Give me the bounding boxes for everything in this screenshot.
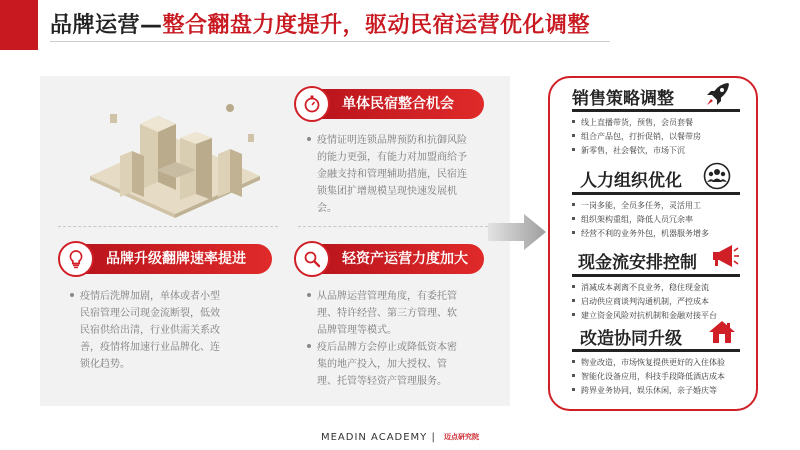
hr-list <box>572 199 709 241</box>
footer-logo: 迈点研究院 <box>444 433 480 441</box>
cash-item-2: 启动供应商谈判沟通机制，严控成本 <box>581 297 709 306</box>
renovation-list <box>572 356 725 398</box>
sales-list <box>572 116 701 158</box>
hr-item-1: 一岗多能，全员多任务，灵活用工 <box>581 201 701 210</box>
asset-light-line-6: 理、托管等轻资产管理服务。 <box>317 376 447 387</box>
lightbulb-icon <box>58 241 94 277</box>
hr-item-2: 组织架构重组，降低人员冗余率 <box>581 215 693 224</box>
page-title-accent: 整合翻盘力度提升，驱动民宿运营优化调整 <box>162 13 591 38</box>
asset-light-title: 轻资产运营力度加大 <box>342 251 468 267</box>
renovation-item-2: 智能化设备应用，科技手段降低酒店成本 <box>581 372 725 381</box>
brand-upgrade-line-5: 锁化趋势。 <box>80 359 130 370</box>
renovation-item-3: 跨界业务协同，娱乐休闲，亲子婚庆等 <box>581 386 717 395</box>
house-icon <box>708 319 736 345</box>
sales-underline <box>572 109 740 112</box>
asset-light-line-1: 从品牌运营管理角度，有委托管 <box>317 291 457 302</box>
renovation-item-1: 物业改造，市场恢复提供更好的入住体验 <box>581 358 725 367</box>
magnifier-icon <box>294 241 330 277</box>
integration-body <box>307 132 497 217</box>
cash-item-1: 消减成本剥离不良业务，稳住现金流 <box>581 283 709 292</box>
sales-item-1: 线上直播带货，预售，会员套餐 <box>581 118 693 127</box>
header-accent-block <box>0 0 38 50</box>
brand-upgrade-title: 品牌升级翻牌速率提进 <box>106 251 246 267</box>
renovation-title: 改造协同升级 <box>580 329 682 349</box>
divider-right <box>298 226 498 227</box>
asset-light-line-5: 集的地产投入，加大授权、管 <box>317 359 447 370</box>
cash-title: 现金流安排控制 <box>578 253 697 273</box>
brand-upgrade-body <box>70 288 270 373</box>
cash-list <box>572 281 717 323</box>
megaphone-icon <box>710 242 740 270</box>
brand-upgrade-line-3: 民宿供给出清，行业供需关系改 <box>80 325 220 336</box>
brand-upgrade-title-pill <box>62 244 272 274</box>
hr-underline <box>572 192 740 195</box>
header-divider <box>50 41 610 42</box>
footer-text: MEADIN ACADEMY | <box>320 432 436 443</box>
asset-light-title-pill <box>298 244 484 274</box>
actions-panel <box>548 76 758 411</box>
hr-item-3: 经营不利的业务外包，机器服务增多 <box>581 229 709 238</box>
sales-item-2: 组合产品包，打折促销，以餐带房 <box>581 132 701 141</box>
brand-upgrade-line-4: 善，疫情将加速行业品牌化、连 <box>80 342 220 353</box>
renovation-underline <box>572 349 740 352</box>
asset-light-line-4: 疫后品牌方会停止或降低资本密 <box>317 342 457 353</box>
brand-upgrade-line-2: 民宿管理公司现金流断裂，低效 <box>80 308 220 319</box>
integration-line-4: 锁集团扩增规模呈现快速发展机 <box>317 186 457 197</box>
stopwatch-icon <box>294 86 330 122</box>
integration-line-3: 金融支持和管理辅助措施，民宿连 <box>317 169 467 180</box>
integration-title-pill <box>298 89 484 119</box>
asset-light-line-3: 品牌管理等模式。 <box>317 325 397 336</box>
city-illustration <box>80 94 270 219</box>
strategy-panel <box>40 76 510 406</box>
page-title-main: 品牌运营— <box>50 13 163 38</box>
asset-light-body <box>307 288 507 390</box>
sales-item-3: 新零售，社会餐饮，市场下沉 <box>581 146 685 155</box>
rocket-icon <box>704 80 732 108</box>
asset-light-line-2: 理、特许经营、第三方管理、软 <box>317 308 457 319</box>
integration-line-5: 会。 <box>317 203 337 214</box>
brand-upgrade-line-1: 疫情后洗牌加剧，单体或者小型 <box>80 291 220 302</box>
footer <box>0 432 800 443</box>
sales-title: 销售策略调整 <box>572 89 674 109</box>
arrow-right-icon <box>488 214 546 250</box>
people-icon <box>702 162 732 190</box>
hr-title: 人力组织优化 <box>580 171 682 191</box>
integration-title: 单体民宿整合机会 <box>342 96 454 112</box>
integration-line-2: 的能力更强，有能力对加盟商给予 <box>317 152 467 163</box>
cash-underline <box>572 274 740 277</box>
integration-line-1: 疫情证明连锁品牌预防和抗御风险 <box>317 135 467 146</box>
cash-item-3: 建立资金风险对抗机制和金融对接平台 <box>581 311 717 320</box>
page-title <box>50 8 590 39</box>
divider-left <box>58 226 278 227</box>
